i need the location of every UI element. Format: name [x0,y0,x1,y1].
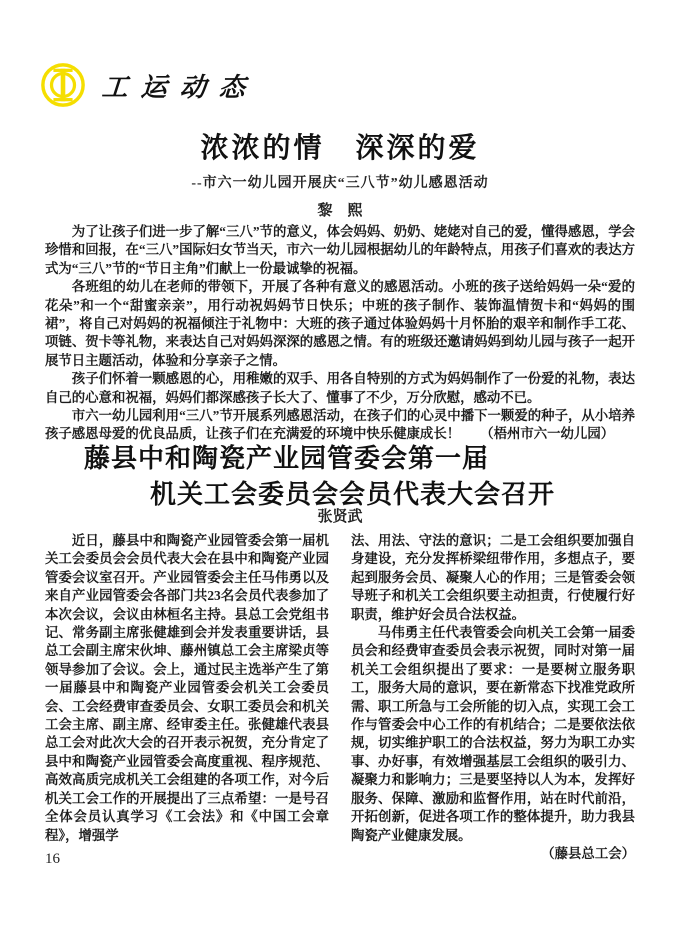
article2-left-column [45,532,329,863]
article1-body [45,223,635,444]
article1-paragraph-3: 孩子们怀着一颗感恩的心，用稚嫩的双手、用各自特别的方式为妈妈制作了一份爱的礼物，表达自己的心意和祝福，妈妈们都深感孩子长大了、懂事了不少，万分欣慰，感动不已。 [45,371,635,405]
article2-author: 张贤武 [317,509,363,525]
article2-body [45,532,635,863]
article1-paragraph-1: 为了让孩子们进一步了解“三八”节的意义，体会妈妈、奶奶、姥姥对自己的爱，懂得感恩，学会珍惜和回报，在“三八”国际妇女节当天，市六一幼儿园根据幼儿的年龄特点，用孩子们喜欢的表达方式为“三八”节的“节日主角”们献上一份最诚挚的祝福。 [45,224,635,276]
page-number: 16 [45,851,60,867]
article2-title-line2: 机关工会委员会会员代表大会召开 [150,479,556,509]
article1-paragraph-4: 市六一幼儿园利用“三八”节开展系列感恩活动，在孩子们的心灵中播下一颗爱的种子，从小培养孩子感恩母爱的优良品质，让孩子们在充满爱的环境中快乐健康成长！ （梧州市六一幼儿园） [45,408,635,442]
article2-right-column [351,532,635,863]
article2-title-line1: 藤县中和陶瓷产业园管委会第一届 [84,443,490,473]
article2-right-continuation: 法、用法、守法的意识；二是工会组织要加强自身建设，充分发挥桥梁纽带作用，多想点子，要起到服务会员、凝聚人心的作用；三是管委会领导班子和机关工会组织要主动担责，行使履行好职责，维护好会员合法权益。 [351,533,635,622]
masthead-title: 工运动态 [100,72,259,102]
article2-left-paragraph: 近日，藤县中和陶瓷产业园管委会第一届机关工会委员会会员代表大会在县中和陶瓷产业园管委会议室召开。产业园管委会主任马伟勇以及来自产业园管委会各部门共23名会员代表参加了本次会议，会议由林桓名主持。县总工会党组书记、常务副主席张健雄到会并发表重要讲话，县总工会副主席宋伙坤、藤州镇总工会主席梁贞等领导参加了会议。会上，通过民主选举产生了第一届藤县中和陶瓷产业园管委会机关工会委员会、工会经费审查委员会、女职工委员会和机关工会主席、副主席、经审委主任。张健雄代表县总工会对此次大会的召开表示祝贺，充分肯定了县中和陶瓷产业园管委会高度重视、程序规范、高效高质完成机关工会组建的各项工作，对今后机关工会工作的开展提出了三点希望：一是号召全体会员认真学习《工会法》和《中国工会章程》，增强学 [45,533,329,843]
article1-title: 浓浓的情 深深的爱 [200,132,480,163]
article1-author: 黎 熙 [317,203,363,219]
article2-signature: （藤县总工会） [541,845,635,861]
article1-paragraph-2: 各班组的幼儿在老师的带领下，开展了各种有意义的感恩活动。小班的孩子送给妈妈一朵“爱的花朵”和一个“甜蜜亲亲”，用行动祝妈妈节日快乐；中班的孩子制作、装饰温情贺卡和“妈妈的围裙”，将自己对妈妈的祝福倾注于礼物中：大班的孩子通过体验妈妈十月怀胎的艰辛和制作手工花、项链、贺卡等礼物，来表达自己对妈妈深深的感恩之情。有的班级还邀请妈妈到幼儿园与孩子一起开展节日主题活动，体验和分享亲子之情。 [45,279,635,368]
masthead [40,62,258,108]
article2-title [84,440,555,512]
trade-union-emblem-icon [40,62,86,108]
article1-subtitle: --市六一幼儿园开展庆“三八节”幼儿感恩活动 [191,176,489,191]
article2-right-paragraph: 马伟勇主任代表管委会向机关工会第一届委员会和经费审查委员会表示祝贺，同时对第一届机关工会组织提出了要求：一是要树立服务职工，服务大局的意识，要在新常态下找准党政所需、职工所急与工会所能的切入点，实现工会工作与管委会中心工作的有机结合；二是要依法依规，切实维护职工的合法权益，努力为职工办实事、办好事，有效增强基层工会组织的吸引力、凝聚力和影响力；三是要坚持以人为本，发挥好服务、保障、激励和监督作用，站在时代前沿，开拓创新，促进各项工作的整体提升，助力我县陶瓷产业健康发展。 [351,625,635,843]
